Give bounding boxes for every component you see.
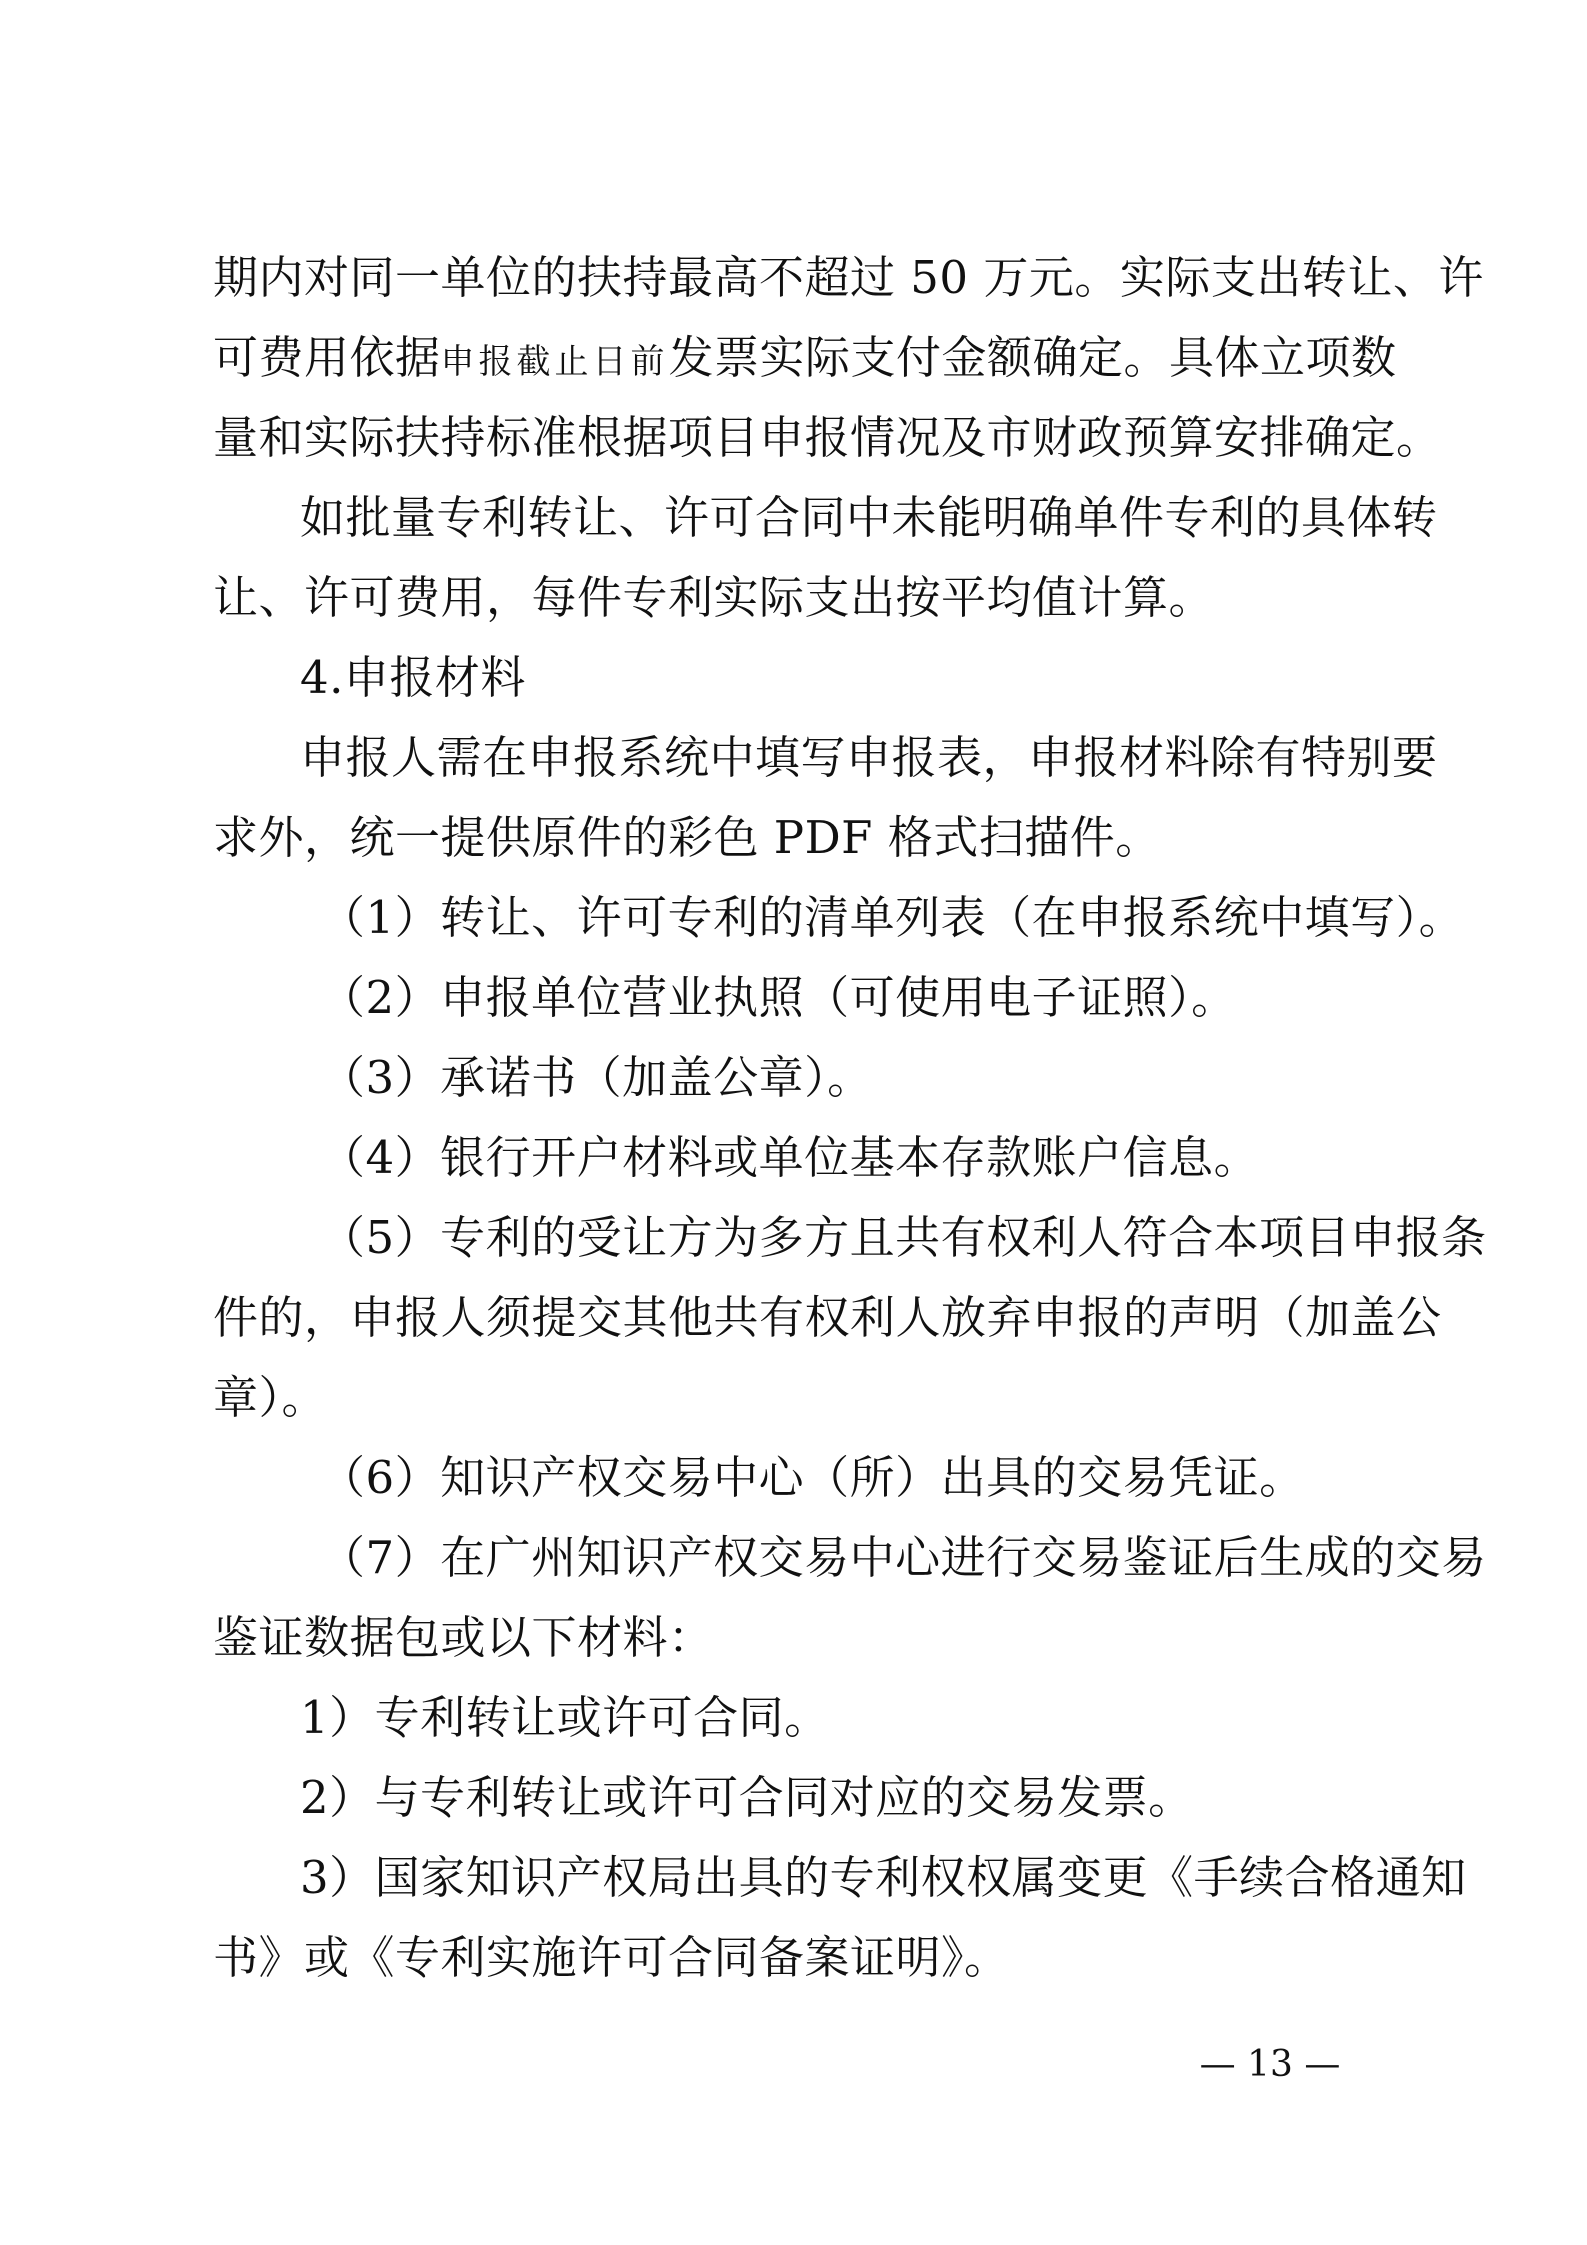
sub-list-item: 2）与专利转让或许可合同对应的交易发票。 [300, 1771, 1194, 1824]
paragraph-line: 章）。 [213, 1371, 328, 1424]
text-span: 申报截止日前 [440, 342, 669, 382]
paragraph-line: 鉴证数据包或以下材料： [213, 1611, 714, 1664]
paragraph-line: 书》或《专利实施许可合同备案证明》。 [213, 1931, 1010, 1984]
paragraph-line: 让、许可费用，每件专利实际支出按平均值计算。 [213, 571, 1215, 624]
list-item: （3）承诺书（加盖公章）。 [320, 1051, 873, 1104]
paragraph-line: 量和实际扶持标准根据项目申报情况及市财政预算安排确定。 [213, 411, 1442, 464]
list-item: （2）申报单位营业执照（可使用电子证照）。 [320, 971, 1237, 1024]
section-heading: 4.申报材料 [300, 651, 526, 704]
list-item: （6）知识产权交易中心（所）出具的交易凭证。 [320, 1451, 1305, 1504]
sub-list-item: 1）专利转让或许可合同。 [300, 1691, 830, 1744]
paragraph-line: 期内对同一单位的扶持最高不超过 50 万元。实际支出转让、许 [213, 251, 1484, 304]
text-span: 发票实际支付金额确定。具体立项数 [668, 331, 1397, 384]
list-item: （7）在广州知识产权交易中心进行交易鉴证后生成的交易 [320, 1531, 1487, 1584]
paragraph-line: 申报人需在申报系统中填写申报表，申报材料除有特别要 [300, 731, 1438, 784]
paragraph-line [213, 328, 1397, 388]
paragraph-line: 如批量专利转让、许可合同中未能明确单件专利的具体转 [300, 491, 1438, 544]
paragraph-line: 求外，统一提供原件的彩色 PDF 格式扫描件。 [213, 811, 1161, 864]
list-item: （1）转让、许可专利的清单列表（在申报系统中填写）。 [320, 891, 1465, 944]
page-number: — 13 — [1199, 2044, 1341, 2085]
text-span: 可费用依据 [213, 331, 441, 384]
list-item: （5）专利的受让方为多方且共有权利人符合本项目申报条 [320, 1211, 1487, 1264]
sub-list-item: 3）国家知识产权局出具的专利权权属变更《手续合格通知 [300, 1851, 1467, 1904]
paragraph-line: 件的，申报人须提交其他共有权利人放弃申报的声明（加盖公 [213, 1291, 1442, 1344]
list-item: （4）银行开户材料或单位基本存款账户信息。 [320, 1131, 1260, 1184]
